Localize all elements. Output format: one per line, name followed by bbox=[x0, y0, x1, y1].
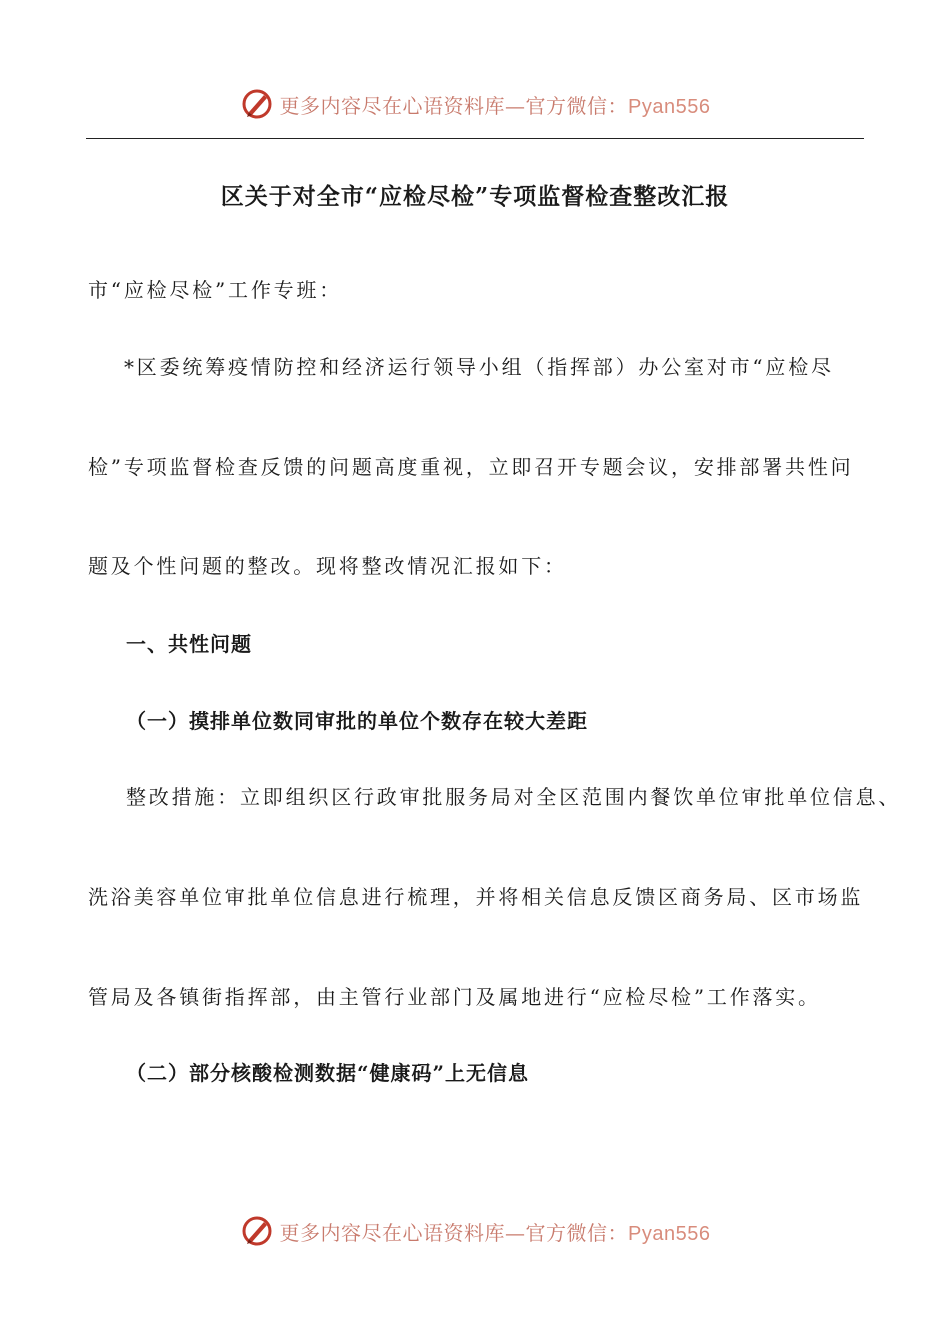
banner-text: 更多内容尽在心语资料库—官方微信：Pyan556 bbox=[279, 1220, 711, 1245]
wechat-id: Pyan556 bbox=[628, 95, 711, 118]
header-banner bbox=[0, 84, 950, 124]
intro-line-2: 检”专项监督检查反馈的问题高度重视，立即召开专题会议，安排部署共性问 bbox=[88, 455, 854, 479]
subsection-heading-1: （一）摸排单位数同审批的单位个数存在较大差距 bbox=[126, 709, 588, 733]
subsection-heading-2: （二）部分核酸检测数据“健康码”上无信息 bbox=[126, 1061, 530, 1085]
sub1-line-3: 管局及各镇街指挥部，由主管行业部门及属地进行“应检尽检”工作落实。 bbox=[88, 985, 821, 1009]
pen-logo-icon bbox=[240, 1214, 274, 1248]
sub1-line-2: 洗浴美容单位审批单位信息进行梳理，并将相关信息反馈区商务局、区市场监 bbox=[88, 885, 864, 909]
section-heading-1: 一、共性问题 bbox=[126, 632, 252, 656]
sub1-line-1: 整改措施：立即组织区行政审批服务局对全区范围内餐饮单位审批单位信息、 bbox=[126, 785, 902, 809]
header-rule bbox=[86, 138, 864, 139]
intro-line-1: *区委统筹疫情防控和经济运行领导小组（指挥部）办公室对市“应检尽 bbox=[124, 355, 834, 379]
pen-logo-icon bbox=[240, 87, 274, 121]
intro-line-3: 题及个性问题的整改。现将整改情况汇报如下： bbox=[88, 554, 567, 578]
salutation: 市“应检尽检”工作专班： bbox=[88, 278, 343, 302]
footer-banner bbox=[0, 1211, 950, 1251]
wechat-id: Pyan556 bbox=[628, 1222, 711, 1245]
page-title: 区关于对全市“应检尽检”专项监督检查整改汇报 bbox=[220, 183, 730, 210]
banner-text: 更多内容尽在心语资料库—官方微信：Pyan556 bbox=[279, 93, 711, 118]
